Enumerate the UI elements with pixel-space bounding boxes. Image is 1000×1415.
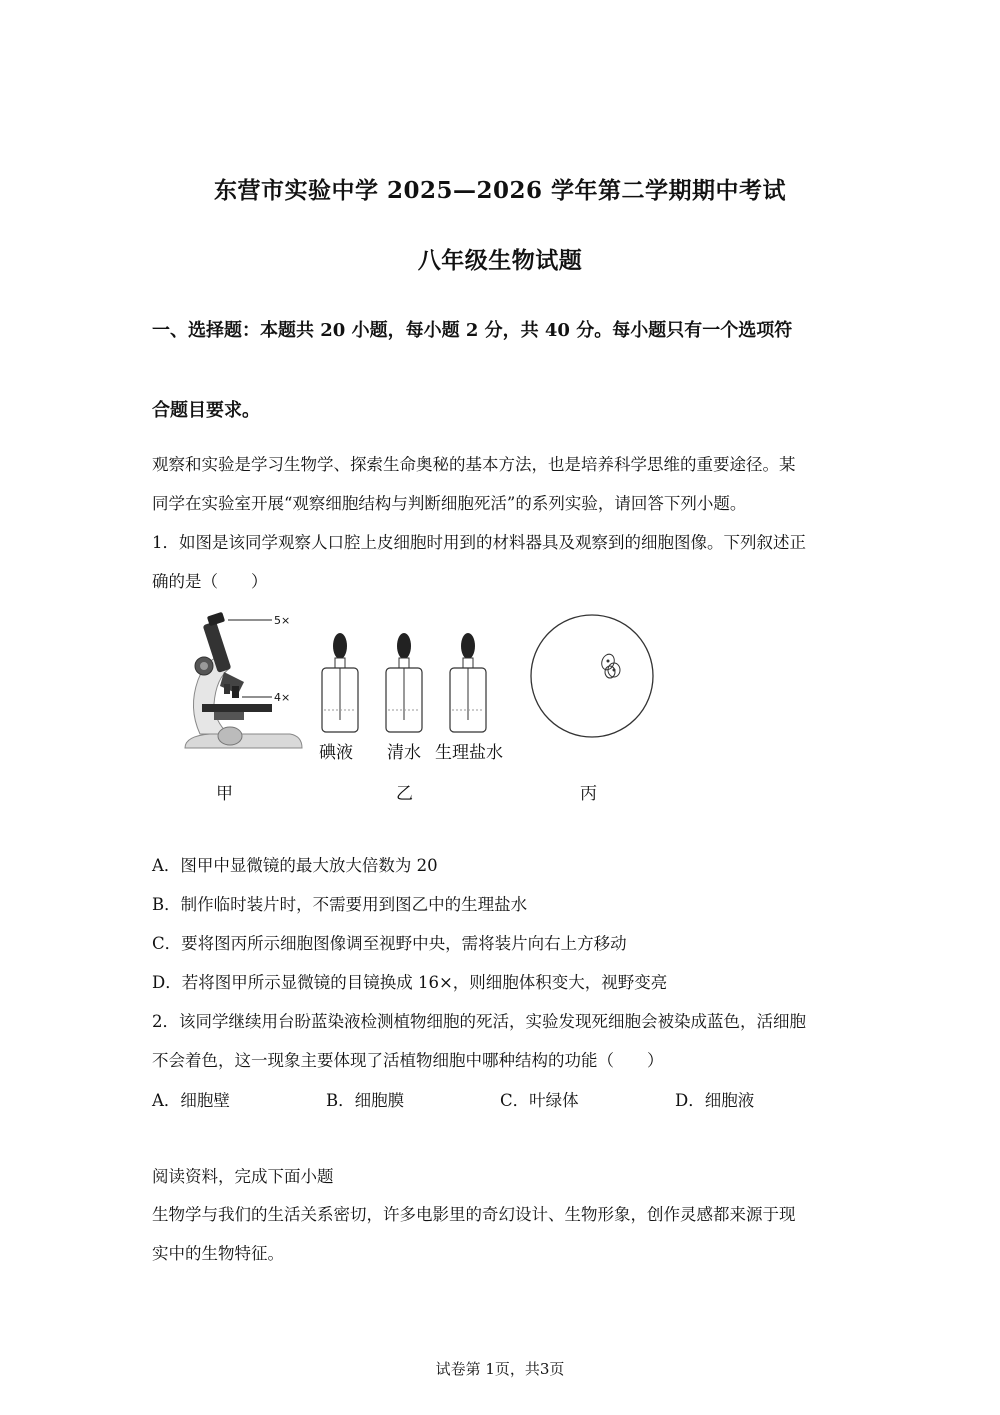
q2-option-c: C．叶绿体 bbox=[500, 1091, 579, 1110]
q2-option-a: A．细胞壁 bbox=[152, 1091, 230, 1110]
bottle-label-water: 清水 bbox=[387, 743, 421, 763]
section-heading-line1: 一、选择题：本题共 20 小题，每小题 2 分，共 40 分。每小题只有一个选项符 bbox=[152, 320, 793, 341]
q2-stem-line1: 2．该同学继续用台盼蓝染液检测植物细胞的死活，实验发现死细胞会被染成蓝色，活细胞 bbox=[152, 1012, 806, 1031]
dropper-bottle-saline bbox=[450, 633, 486, 732]
dropper-bottle-iodine bbox=[322, 633, 358, 732]
q1-option-b: B．制作临时装片时，不需要用到图乙中的生理盐水 bbox=[152, 895, 528, 914]
section-heading-line2: 合题目要求。 bbox=[152, 400, 260, 421]
microscope-illustration bbox=[180, 608, 320, 768]
q2-option-d: D．细胞液 bbox=[675, 1091, 755, 1110]
panel-label-yi: 乙 bbox=[396, 784, 413, 804]
reading-line1: 生物学与我们的生活关系密切，许多电影里的奇幻设计、生物形象，创作灵感都来源于现 bbox=[152, 1205, 796, 1224]
eyepiece-magnification-label: 5× bbox=[274, 614, 291, 627]
objective-magnification-label: 4× bbox=[274, 691, 291, 704]
exam-subtitle: 八年级生物试题 bbox=[417, 247, 583, 274]
bottle-label-saline: 生理盐水 bbox=[435, 743, 503, 763]
q1-figure bbox=[180, 608, 680, 808]
panel-label-jia: 甲 bbox=[216, 784, 233, 804]
q1-option-d: D．若将图甲所示显微镜的目镜换成 16×，则细胞体积变大，视野变亮 bbox=[152, 973, 668, 992]
q1-stem-line2: 确的是（ ） bbox=[152, 572, 268, 591]
reading-heading: 阅读资料，完成下面小题 bbox=[152, 1167, 334, 1186]
exam-title: 东营市实验中学 2025—2026 学年第二学期期中考试 bbox=[213, 177, 787, 204]
q1-stem-line1: 1．如图是该同学观察人口腔上皮细胞时用到的材料器具及观察到的细胞图像。下列叙述正 bbox=[152, 533, 806, 552]
q2-stem-line2: 不会着色，这一现象主要体现了活植物细胞中哪种结构的功能（ ） bbox=[152, 1051, 664, 1070]
panel-label-bing: 丙 bbox=[580, 784, 597, 804]
microscope-field-of-view bbox=[528, 612, 656, 740]
reading-line2: 实中的生物特征。 bbox=[152, 1244, 284, 1263]
dropper-bottle-water bbox=[386, 633, 422, 732]
intro-line2: 同学在实验室开展“观察细胞结构与判断细胞死活”的系列实验，请回答下列小题。 bbox=[152, 494, 747, 513]
q2-option-b: B．细胞膜 bbox=[326, 1091, 405, 1110]
q1-option-c: C．要将图丙所示细胞图像调至视野中央，需将装片向右上方移动 bbox=[152, 934, 627, 953]
bottle-label-iodine: 碘液 bbox=[319, 743, 353, 763]
page-footer: 试卷第 1页，共3页 bbox=[435, 1360, 565, 1378]
q1-option-a: A．图甲中显微镜的最大放大倍数为 20 bbox=[152, 856, 438, 875]
intro-line1: 观察和实验是学习生物学、探索生命奥秘的基本方法，也是培养科学思维的重要途径。某 bbox=[152, 455, 796, 474]
dropper-bottles-illustration bbox=[318, 632, 518, 740]
